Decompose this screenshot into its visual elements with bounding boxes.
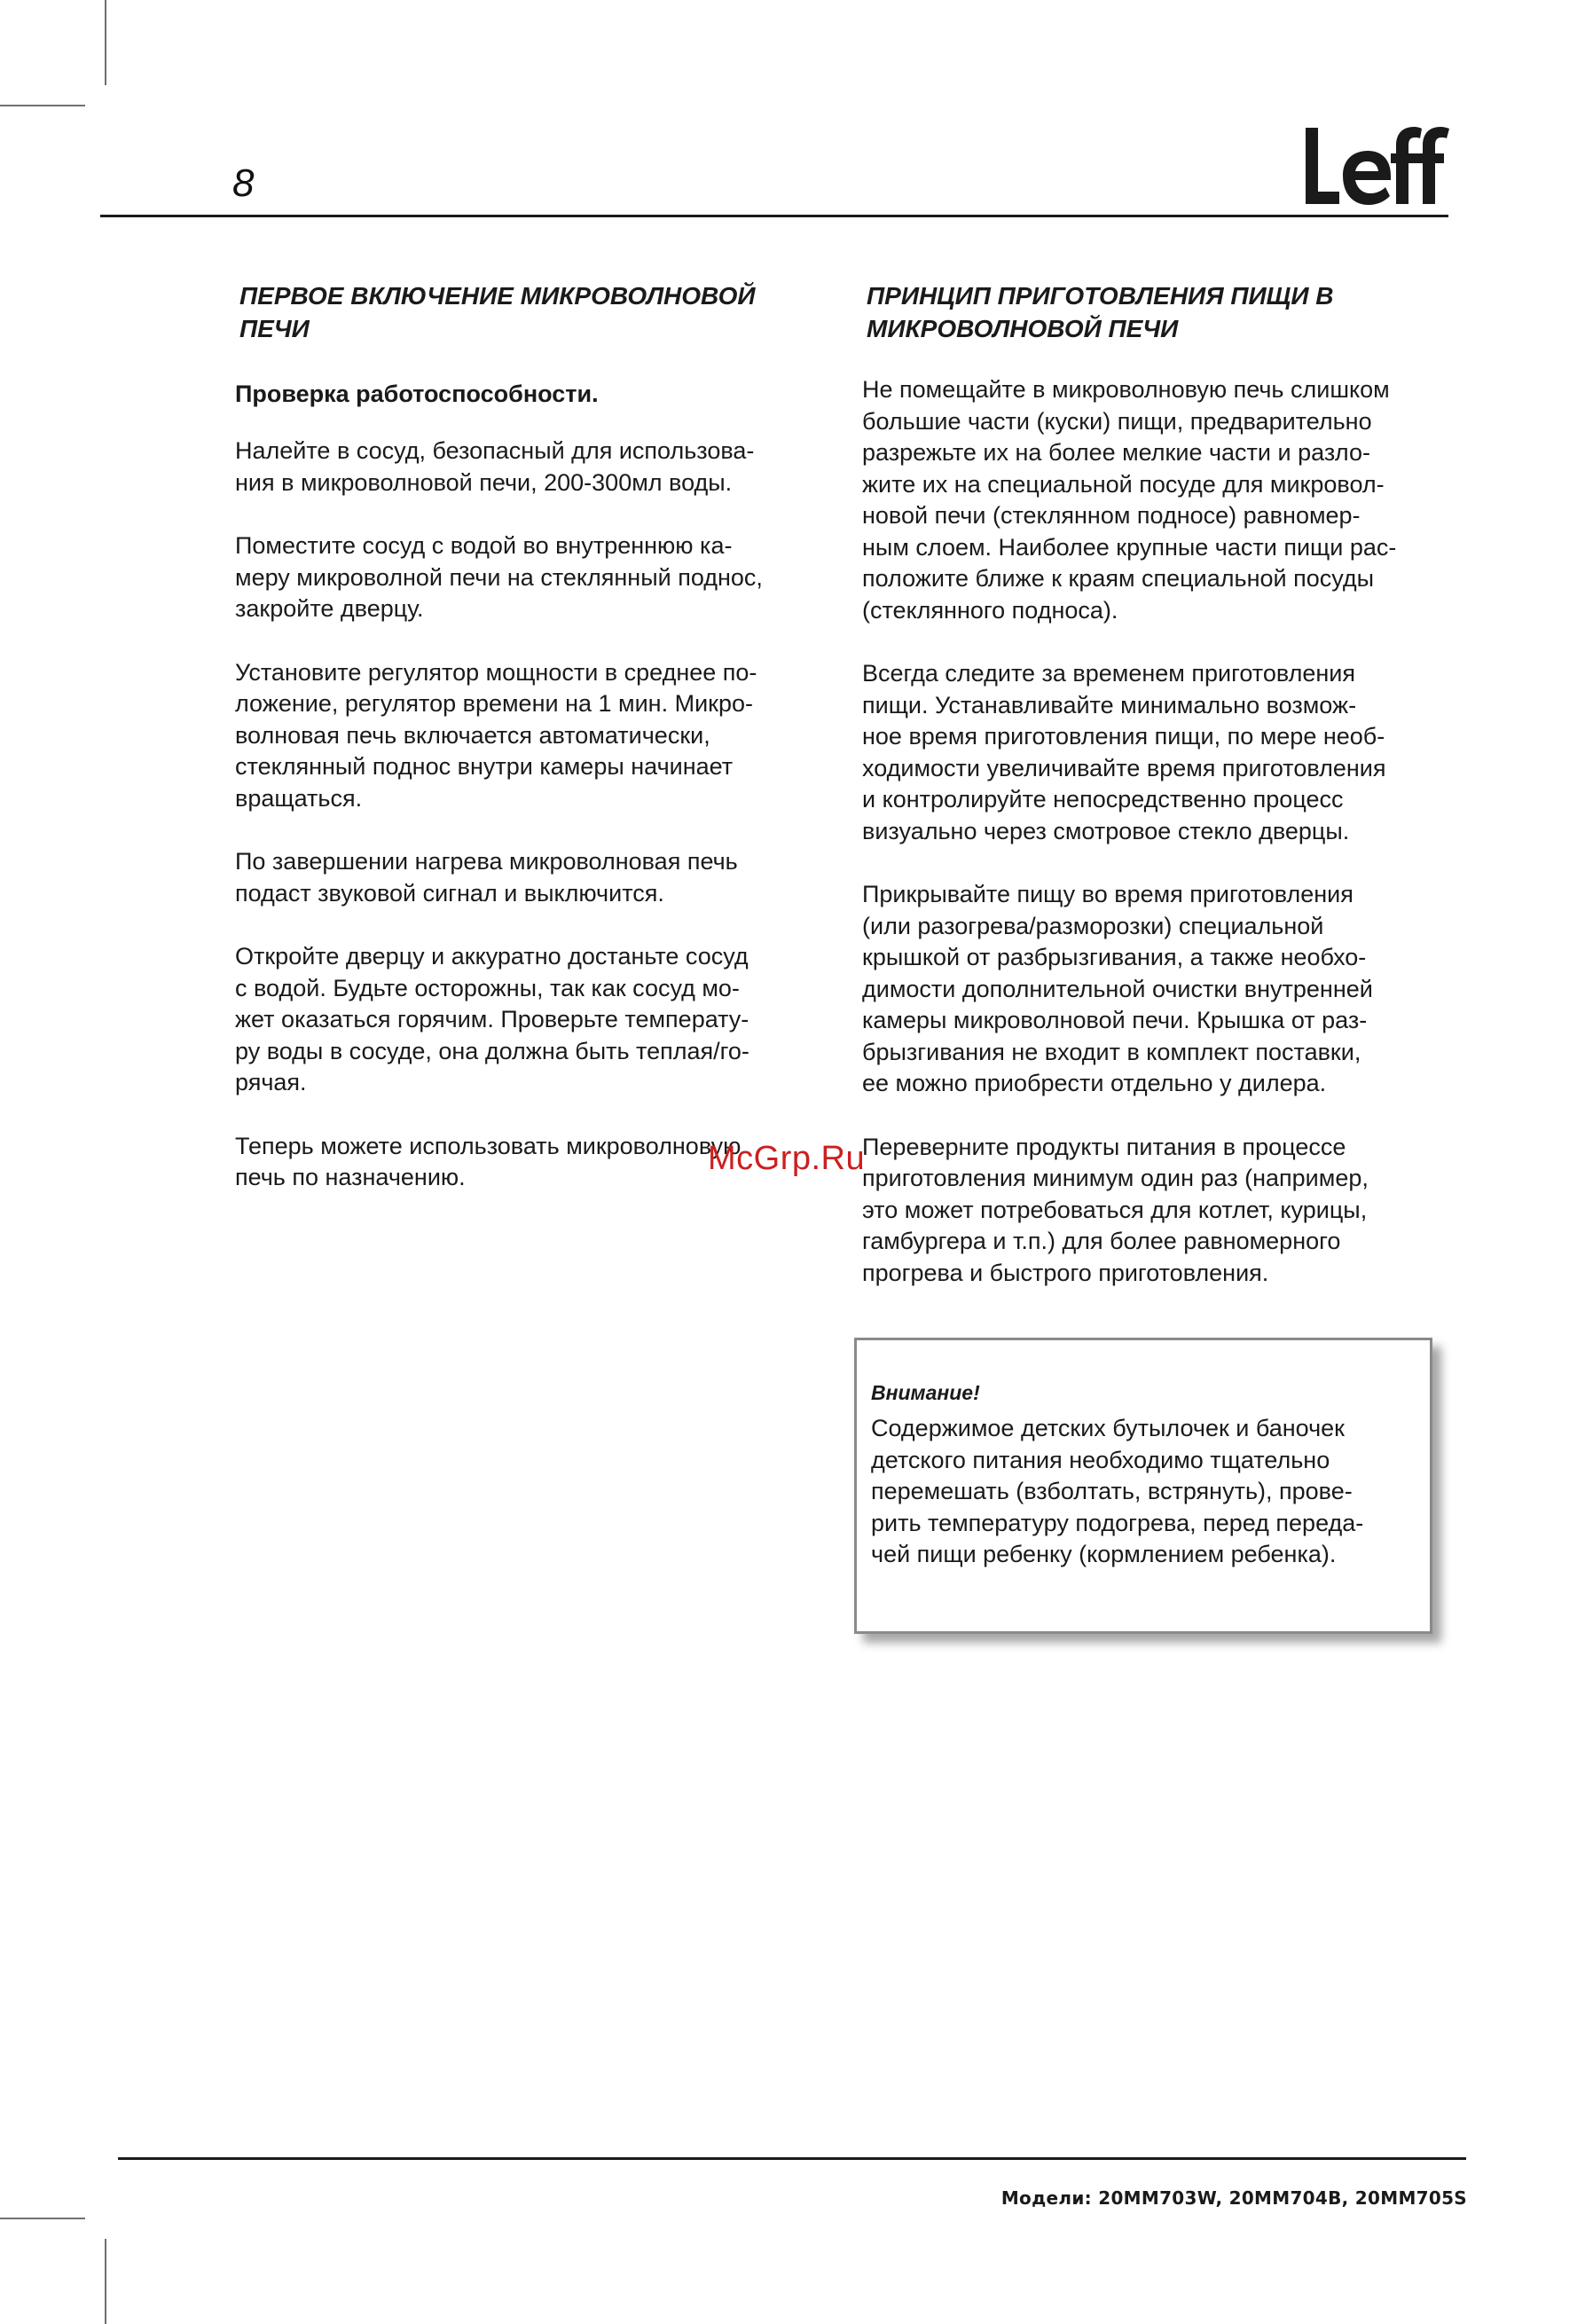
header-rule [100, 215, 1448, 217]
footer-rule [118, 2157, 1466, 2160]
paragraph: Установите регулятор мощности в среднее по- ложение, регулятор времени на 1 мин. Микро- волновая печь включается автоматически, стеклянный поднос внутри камеры начинает вращаться. [235, 658, 757, 812]
svg-text:Leff: Leff [1304, 124, 1306, 125]
left-column [235, 279, 820, 1226]
paragraph: По завершении нагрева микроволновая печь подаст звуковой сигнал и выключится. [235, 848, 738, 907]
paragraph: Поместите сосуд с водой во внутреннюю ка- меру микроволной печи на стеклянный поднос, закройте дверцу. [235, 532, 763, 622]
paragraph: Откройте дверцу и аккуратно достаньте сосуд с водой. Будьте осторожны, так как сосуд мо- жет оказаться горячим. Проверьте температу- ру воды в сосуде, она должна быть теплая/го- рячая. [235, 943, 749, 1095]
paragraph: Переверните продукты питания в процессе приготовления минимум один раз (например, это может потребоваться для котлет, курицы, гамбургера и т.п.) для более равномерного прогрева и быстрого приготовления. [862, 1133, 1369, 1286]
paragraph: Прикрывайте пищу во время приготовления (или разогрева/разморозки) специальной крышкой от разбрызгивания, а также необхо- димости дополнительной очистки внутренней камеры микроволновой печи. Крышка от раз- брызгивания не входит в комплект поставки, ее можно приобрести отдельно у дилера. [862, 881, 1373, 1096]
brand-logo [1304, 124, 1451, 208]
page-number: 8 [232, 161, 255, 205]
crop-mark-bottom-horizontal [0, 2218, 85, 2219]
subheading-check: Проверка работоспособности. [235, 381, 599, 407]
section-heading-cooking-principle: ПРИНЦИП ПРИГОТОВЛЕНИЯ ПИЩИ В МИКРОВОЛНОВОЙ ПЕЧИ [867, 282, 1334, 342]
paragraph: Налейте в сосуд, безопасный для использова- ния в микроволновой печи, 200-300мл воды. [235, 437, 755, 496]
paragraph: Всегда следите за временем приготовления пищи. Устанавливайте минимально возмож- ное время приготовления пищи, по мере необ- ходимости увеличивайте время приготовления и контролируйте непосредственно процесс визуально через смотровое стекло дверцы. [862, 660, 1386, 844]
warning-title: Внимание! [871, 1381, 980, 1404]
crop-mark-top-vertical [105, 0, 106, 85]
watermark: McGrp.Ru [708, 1140, 866, 1177]
right-column [862, 279, 1448, 1321]
crop-mark-top-horizontal [0, 105, 85, 106]
crop-mark-bottom-vertical [105, 2239, 106, 2324]
paragraph: Не помещайте в микроволновую печь слишком большие части (куски) пищи, предварительно разрежьте их на более мелкие части и разло- жите их на специальной посуде для микровол- новой печи (стеклянном подносе) равномер- ным слоем. Наиболее крупные части пищи рас- положите ближе к краям специальной посуды (стеклянного подноса). [862, 376, 1397, 624]
warning-box [854, 1338, 1432, 1634]
paragraph: Теперь можете использовать микроволновую печь по назначению. [235, 1132, 741, 1190]
footer-models: Модели: 20MM703W, 20MM704B, 20MM705S [1000, 2187, 1467, 2209]
warning-text: Содержимое детских бутылочек и баночек детского питания необходимо тщательно перемешать (взболтать, встрянуть), прове- рить температуру подогрева, перед переда- чей пищи ребенку (кормлением ребенка). [871, 1415, 1364, 1567]
section-heading-first-start: ПЕРВОЕ ВКЛЮЧЕНИЕ МИКРОВОЛНОВОЙ ПЕЧИ [239, 282, 756, 342]
